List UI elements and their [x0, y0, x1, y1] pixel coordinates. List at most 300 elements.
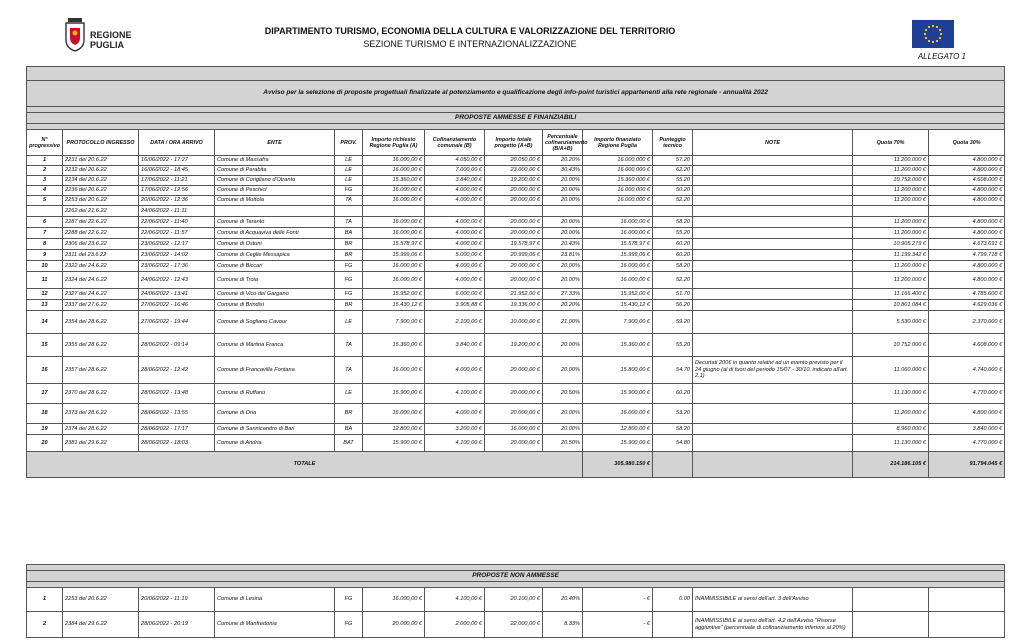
table-cell: Comune di Troia: [215, 272, 335, 289]
table-cell: 55.20: [653, 176, 693, 186]
table-row: [27, 250, 1005, 261]
table-cell: [693, 404, 853, 424]
table-cell: BA: [335, 424, 363, 435]
table-cell: Comune di Mottola: [215, 196, 335, 206]
table-cell: 4.100,00 €: [425, 435, 485, 452]
table-cell: [693, 239, 853, 250]
table-cell: 16.000,00 €: [363, 272, 425, 289]
table-cell: 16.000,00 €: [485, 424, 543, 435]
table-cell: 4.800.000 €: [929, 261, 1005, 272]
table-cell: [853, 206, 929, 217]
table-cell: 20.000,00 €: [485, 384, 543, 404]
table-row: [27, 186, 1005, 196]
table-cell: 6.000,00 €: [425, 289, 485, 300]
table-cell: 3.840,00 €: [425, 176, 485, 186]
empty-cell: [929, 612, 1005, 638]
header-col-protocol: PROTOCOLLO INGRESSO: [63, 130, 139, 156]
table-cell: 19.336,00 €: [485, 300, 543, 311]
table-cell: 0.00: [653, 588, 693, 612]
table-cell: 8.33%: [543, 612, 583, 638]
table-cell: 20.000,00 €: [485, 404, 543, 424]
table-cell: 20.000,00 €: [485, 261, 543, 272]
table-cell: 20.000,00 €: [485, 217, 543, 228]
table-cell: [543, 206, 583, 217]
table-cell: 22.000,00 €: [485, 612, 543, 638]
table-cell: FG: [335, 261, 363, 272]
table-cell: Decurtati 200€ in quanto relativi ad un evento previsto per il 24 giugno (al di fuori del periodo 15/07 - 30/10, indicato all'art. 2.1): [693, 357, 853, 384]
table-cell: 2.370.000 €: [929, 311, 1005, 334]
table-row: [27, 196, 1005, 206]
table-row: [27, 261, 1005, 272]
table-cell: - €: [583, 588, 653, 612]
table-cell: 11.130.000 €: [853, 435, 929, 452]
table-cell: 2253 del 20.6.22: [63, 196, 139, 206]
table-cell: 4.000,00 €: [425, 261, 485, 272]
top-band: [27, 67, 1005, 81]
table-cell: 5: [27, 196, 63, 206]
table-cell: TA: [335, 196, 363, 206]
header-col-ente: ENTE: [215, 130, 335, 156]
table-cell: 16.000,00 €: [363, 261, 425, 272]
table-cell: 4.800.000 €: [929, 166, 1005, 176]
department-title: DIPARTIMENTO TURISMO, ECONOMIA DELLA CULTURA E VALORIZZAZIONE DEL TERRITORIO: [264, 26, 676, 36]
not-admitted-proposals-table: [26, 564, 1005, 638]
table-cell: - €: [583, 612, 653, 638]
table-cell: 27/06/2022 - 16:46: [139, 300, 215, 311]
table-cell: 59.20: [653, 311, 693, 334]
table-cell: 60.20: [653, 384, 693, 404]
regione-puglia-emblem-icon: [64, 18, 86, 52]
table-cell: Comune di Manfredonia: [215, 612, 335, 638]
table-cell: 11.200.000 €: [853, 156, 929, 166]
header-col-cofinancing: Cofinanziamento comunale (B): [425, 130, 485, 156]
table-cell: 10.000,00 €: [485, 311, 543, 334]
table-cell: [693, 261, 853, 272]
table-cell: 3.905,88 €: [425, 300, 485, 311]
table-cell: 11.060.000 €: [853, 357, 929, 384]
table-cell: 19: [27, 424, 63, 435]
table-cell: 2381 del 29.6.22: [63, 435, 139, 452]
table-cell: 16.000,00 €: [363, 404, 425, 424]
table-cell: 16.000,00 €: [363, 357, 425, 384]
table-cell: 10.752.000 €: [853, 176, 929, 186]
table-cell: 4.000,00 €: [425, 357, 485, 384]
table-cell: 15.900,00 €: [363, 384, 425, 404]
table-cell: 20.100,00 €: [485, 588, 543, 612]
table-cell: LE: [335, 156, 363, 166]
table-row: [27, 334, 1005, 357]
table-cell: 5.000,00 €: [425, 250, 485, 261]
table-cell: 15.360,00 €: [363, 334, 425, 357]
table-cell: 11.200.000 €: [853, 272, 929, 289]
table-cell: [693, 300, 853, 311]
table-cell: Comune di Parabita: [215, 166, 335, 176]
table-cell: 28/06/2022 - 12:42: [139, 357, 215, 384]
table-cell: 16.000,00 €: [583, 272, 653, 289]
table-cell: 16.000.000 €: [583, 166, 653, 176]
table-cell: 55.20: [653, 334, 693, 357]
table-cell: 19.200,00 €: [485, 334, 543, 357]
table-row: [27, 166, 1005, 176]
avviso-title: Avviso per la selezione di proposte progettuali finalizzate al potenziamento e qualificazione degli info-point turistici appartenenti alla rete regionale - annualità 2022: [27, 81, 1005, 107]
table-cell: 15.900,00 €: [583, 384, 653, 404]
table-cell: 4.770.000 €: [929, 384, 1005, 404]
table-cell: 4.000,00 €: [425, 217, 485, 228]
table-cell: 2324 del 24.6.22: [63, 272, 139, 289]
table-cell: 7.000,00 €: [425, 166, 485, 176]
table-cell: [485, 206, 543, 217]
table-cell: 17/06/2022 - 12:56: [139, 186, 215, 196]
table-cell: 12: [27, 289, 63, 300]
table-cell: 11.200.000 €: [853, 196, 929, 206]
table-cell: 4.800.000 €: [929, 156, 1005, 166]
table-cell: 52.20: [653, 272, 693, 289]
table-cell: [929, 206, 1005, 217]
table-cell: 2234 del 20.6.22: [63, 176, 139, 186]
table-cell: 11: [27, 272, 63, 289]
table-cell: Comune di Sogliano Cavour: [215, 311, 335, 334]
table-cell: Comune di Oria: [215, 404, 335, 424]
table-cell: 2322 del 24.6.22: [63, 261, 139, 272]
logo-text-regione: REGIONE: [90, 30, 132, 40]
table-cell: 58.20: [653, 424, 693, 435]
table-cell: 21.00%: [543, 311, 583, 334]
table-cell: LE: [335, 166, 363, 176]
table-cell: 28/06/2022 - 20:19: [139, 612, 215, 638]
table-cell: FG: [335, 612, 363, 638]
table-cell: Comune di Peschici: [215, 186, 335, 196]
table-cell: 24/06/2022 - 12:43: [139, 272, 215, 289]
table-cell: 20.00%: [543, 272, 583, 289]
total-quota-30: 91.794.045 €: [929, 452, 1005, 478]
table-cell: FG: [335, 289, 363, 300]
table-cell: FG: [335, 272, 363, 289]
table-cell: 27.33%: [543, 289, 583, 300]
table-cell: 20.050,00 €: [485, 156, 543, 166]
table-cell: 52.20: [653, 196, 693, 206]
table-cell: [693, 186, 853, 196]
table-cell: 4.800.000 €: [929, 196, 1005, 206]
table-cell: 4.100,00 €: [425, 588, 485, 612]
table-cell: 15.800,00 €: [583, 357, 653, 384]
table-cell: 3.840,00 €: [425, 334, 485, 357]
table-cell: 58.20: [653, 217, 693, 228]
table-cell: Comune di Sannicandro di Bari: [215, 424, 335, 435]
table-cell: [653, 612, 693, 638]
table-cell: 7.900,00 €: [363, 311, 425, 334]
table-cell: 15.430,12 €: [583, 300, 653, 311]
table-cell: 11.200.000 €: [853, 217, 929, 228]
table-cell: 4.800.000 €: [929, 228, 1005, 239]
total-quota-70: 214.186.105 €: [853, 452, 929, 478]
table-cell: 23.000,00 €: [485, 166, 543, 176]
table-cell: [335, 206, 363, 217]
table-cell: 57.20: [653, 156, 693, 166]
table-cell: FG: [335, 588, 363, 612]
table-cell: 4.799.718 €: [929, 250, 1005, 261]
table-cell: 20.000,00 €: [485, 228, 543, 239]
table-cell: 20.00%: [543, 357, 583, 384]
logo-text-puglia: PUGLIA: [90, 40, 125, 50]
table-cell: [693, 176, 853, 186]
table-cell: 24/06/2022 - 11:11: [139, 206, 215, 217]
table-cell: 11.200.000 €: [853, 186, 929, 196]
table-cell: 16.000,00 €: [363, 217, 425, 228]
table-cell: [693, 228, 853, 239]
table-cell: 23/06/2022 - 12:17: [139, 239, 215, 250]
table-cell: 16.000,00 €: [363, 588, 425, 612]
table-cell: 16.000.000 €: [583, 196, 653, 206]
table-cell: [215, 206, 335, 217]
table-cell: 4.100,00 €: [425, 384, 485, 404]
table-cell: Comune di Ruffano: [215, 384, 335, 404]
table-cell: 20.000,00 €: [485, 272, 543, 289]
table-cell: 16: [27, 357, 63, 384]
table-cell: 51.70: [653, 289, 693, 300]
table-cell: 16.000,00 €: [583, 217, 653, 228]
table-cell: 4.050,00 €: [425, 156, 485, 166]
table-cell: 4.000,00 €: [425, 272, 485, 289]
table-cell: [425, 206, 485, 217]
table-cell: [693, 166, 853, 176]
table-cell: 19.200,00 €: [485, 176, 543, 186]
table-cell: Comune di Andria: [215, 435, 335, 452]
table-cell: 16.000,00 €: [583, 404, 653, 424]
table-cell: 4: [27, 186, 63, 196]
table-cell: 20.00%: [543, 404, 583, 424]
table-cell: 62.20: [653, 166, 693, 176]
table-cell: 4.800.000 €: [929, 272, 1005, 289]
table-cell: 4.608.000 €: [929, 334, 1005, 357]
table-cell: FG: [335, 186, 363, 196]
header-col-prov: PROV.: [335, 130, 363, 156]
table-cell: 2311 del 23.6.22: [63, 250, 139, 261]
table-cell: 20.00%: [543, 228, 583, 239]
table-cell: [693, 217, 853, 228]
table-cell: 15.952,00 €: [363, 289, 425, 300]
table-cell: [693, 311, 853, 334]
table-cell: 2236 del 20.6.22: [63, 186, 139, 196]
table-row: [27, 404, 1005, 424]
table-cell: 15.999,06 €: [583, 250, 653, 261]
table-cell: 53.20: [653, 404, 693, 424]
table-cell: LE: [335, 311, 363, 334]
table-cell: 20.00%: [543, 176, 583, 186]
table-cell: 16.000,00 €: [363, 166, 425, 176]
table-cell: 28/06/2022 - 13:55: [139, 404, 215, 424]
table-cell: [693, 334, 853, 357]
table-cell: 2288 del 22.6.22: [63, 228, 139, 239]
table-row: [27, 588, 1005, 612]
table-cell: [653, 206, 693, 217]
table-cell: [693, 424, 853, 435]
table-cell: Comune di Lesina: [215, 588, 335, 612]
table-cell: Comune di Ostuni: [215, 239, 335, 250]
table-cell: 4.740.000 €: [929, 357, 1005, 384]
table-row: [27, 424, 1005, 435]
table-cell: 2232 del 20.6.22: [63, 166, 139, 176]
table-cell: 4.629.036 €: [929, 300, 1005, 311]
table-cell: [363, 206, 425, 217]
table-cell: 60.20: [653, 239, 693, 250]
table-cell: 20.00%: [543, 261, 583, 272]
table-cell: [693, 289, 853, 300]
table-cell: 22/06/2022 - 11:57: [139, 228, 215, 239]
table-cell: 23/06/2022 - 17:36: [139, 261, 215, 272]
table-cell: INAMMISSIBILE ai sensi dell'art. 3 dell'Avviso: [693, 588, 853, 612]
table-cell: 20.20%: [543, 156, 583, 166]
table-cell: Comune di Taranto: [215, 217, 335, 228]
table-cell: 2370 del 28.6.22: [63, 384, 139, 404]
table-cell: 28/06/2022 - 09:14: [139, 334, 215, 357]
section-title: SEZIONE TURISMO E INTERNAZIONALIZZAZIONE: [363, 39, 577, 49]
table-cell: 2.100,00 €: [425, 311, 485, 334]
table-cell: 28/06/2022 - 18:03: [139, 435, 215, 452]
table-cell: 54.70: [653, 357, 693, 384]
table-cell: TA: [335, 357, 363, 384]
table-cell: 17/06/2022 - 11:21: [139, 176, 215, 186]
table-cell: 54.80: [653, 435, 693, 452]
table-cell: 16.000,00 €: [363, 186, 425, 196]
table-cell: 16.000,00 €: [363, 196, 425, 206]
table-cell: 16/06/2022 - 17:27: [139, 156, 215, 166]
table-cell: 20.40%: [543, 588, 583, 612]
header-col-quota-30: Quota 30%: [929, 130, 1005, 156]
table-row: [27, 176, 1005, 186]
table-cell: 20.00%: [543, 186, 583, 196]
table-cell: 2.000,00 €: [425, 612, 485, 638]
table-cell: [583, 206, 653, 217]
table-cell: 2: [27, 612, 63, 638]
table-cell: 22/06/2022 - 11:40: [139, 217, 215, 228]
table-cell: 15.430,12 €: [363, 300, 425, 311]
table-row: [27, 239, 1005, 250]
table-row: [27, 612, 1005, 638]
table-cell: [693, 272, 853, 289]
table-cell: 1: [27, 588, 63, 612]
table-cell: LE: [335, 384, 363, 404]
table-cell: Comune di Acquaviva delle Fonti: [215, 228, 335, 239]
eu-flag-icon: [912, 20, 954, 48]
table-cell: [27, 206, 63, 217]
table-cell: 2327 del 24.6.22: [63, 289, 139, 300]
table-cell: 7: [27, 228, 63, 239]
table-cell: Comune di Brindisi: [215, 300, 335, 311]
header-col-score: Punteggio tecnico: [653, 130, 693, 156]
table-cell: 15.360,00 €: [583, 334, 653, 357]
table-cell: 24/06/2022 - 13:41: [139, 289, 215, 300]
table-cell: 11.199.342 €: [853, 250, 929, 261]
table-cell: 23.81%: [543, 250, 583, 261]
table-cell: 3: [27, 176, 63, 186]
empty-cell: [853, 588, 929, 612]
table-cell: 17: [27, 384, 63, 404]
table-cell: 3.200,00 €: [425, 424, 485, 435]
table-row: [27, 289, 1005, 300]
not-admitted-title: PROPOSTE NON AMMESSE: [27, 571, 1005, 582]
table-cell: 20.000,00 €: [485, 435, 543, 452]
table-cell: 16.000,00 €: [583, 261, 653, 272]
table-cell: 11.200.000 €: [853, 228, 929, 239]
table-cell: 28/06/2022 - 13:48: [139, 384, 215, 404]
header-col-num: N° progressivo: [27, 130, 63, 156]
table-cell: 20.20%: [543, 300, 583, 311]
table-cell: 2231 del 20.6.22: [63, 156, 139, 166]
table-cell: 11.200.000 €: [853, 166, 929, 176]
table-cell: 6: [27, 217, 63, 228]
table-cell: 4.800.000 €: [929, 404, 1005, 424]
empty-cell: [853, 612, 929, 638]
table-cell: 4.608.000 €: [929, 176, 1005, 186]
table-row: [27, 206, 1005, 217]
table-cell: 2373 del 28.6.22: [63, 404, 139, 424]
table-row: [27, 228, 1005, 239]
header-col-financed: Importo finanziato Regione Puglia: [583, 130, 653, 156]
table-row: [27, 435, 1005, 452]
table-cell: Comune di Massafra: [215, 156, 335, 166]
table-cell: Comune di Corigliano d'Otranto: [215, 176, 335, 186]
table-cell: 20.00%: [543, 217, 583, 228]
table-cell: 20/06/2022 - 12:36: [139, 196, 215, 206]
table-cell: BR: [335, 300, 363, 311]
table-cell: 10: [27, 261, 63, 272]
table-cell: 2384 del 29.6.22: [63, 612, 139, 638]
table-cell: 27/06/2022 - 19:44: [139, 311, 215, 334]
table-cell: Comune di Ceglie Messapica: [215, 250, 335, 261]
table-cell: 4.770.000 €: [929, 435, 1005, 452]
table-cell: 15: [27, 334, 63, 357]
table-cell: 2357 del 28.6.22: [63, 357, 139, 384]
table-cell: 10.905.279 €: [853, 239, 929, 250]
table-cell: 2306 del 23.6.22: [63, 239, 139, 250]
table-cell: 16.000,00 €: [583, 228, 653, 239]
total-label: TOTALE: [27, 452, 583, 478]
table-cell: [693, 156, 853, 166]
table-cell: 56.20: [653, 300, 693, 311]
table-cell: 15.360.000 €: [583, 176, 653, 186]
table-row: [27, 300, 1005, 311]
table-cell: 30.43%: [543, 166, 583, 176]
table-cell: 20.00%: [543, 334, 583, 357]
table-cell: 55.20: [653, 228, 693, 239]
table-cell: 20.43%: [543, 239, 583, 250]
total-financed: 305.980.150 €: [583, 452, 653, 478]
table-row: [27, 272, 1005, 289]
table-cell: 11.130.000 €: [853, 384, 929, 404]
header-col-requested: Importo richiesto Regione Puglia (A): [363, 130, 425, 156]
table-cell: 9: [27, 250, 63, 261]
table-cell: 4.673.691 €: [929, 239, 1005, 250]
table-cell: 8.960.000 €: [853, 424, 929, 435]
table-cell: 4.800.000 €: [929, 186, 1005, 196]
table-cell: 12.800,00 €: [363, 424, 425, 435]
table-cell: 15.900,00 €: [363, 435, 425, 452]
table-cell: 12.800,00 €: [583, 424, 653, 435]
table-cell: [693, 250, 853, 261]
table-row: [27, 217, 1005, 228]
table-cell: 50.20: [653, 186, 693, 196]
table-cell: [693, 384, 853, 404]
table-cell: TA: [335, 334, 363, 357]
table-cell: Comune di Martina Franca: [215, 334, 335, 357]
total-row: [27, 452, 1005, 478]
table-cell: 8: [27, 239, 63, 250]
table-row: [27, 357, 1005, 384]
admitted-title: PROPOSTE AMMESSE E FINANZIABILI: [27, 113, 1005, 124]
table-cell: Comune di Vico del Gargano: [215, 289, 335, 300]
table-cell: INAMMISSIBILE ai sensi dell'art. 4.2 dell'Avviso "Risorse aggiuntive" (percentuale di cofinanziamento inferiore al 20%): [693, 612, 853, 638]
table-cell: 10.801.084 €: [853, 300, 929, 311]
